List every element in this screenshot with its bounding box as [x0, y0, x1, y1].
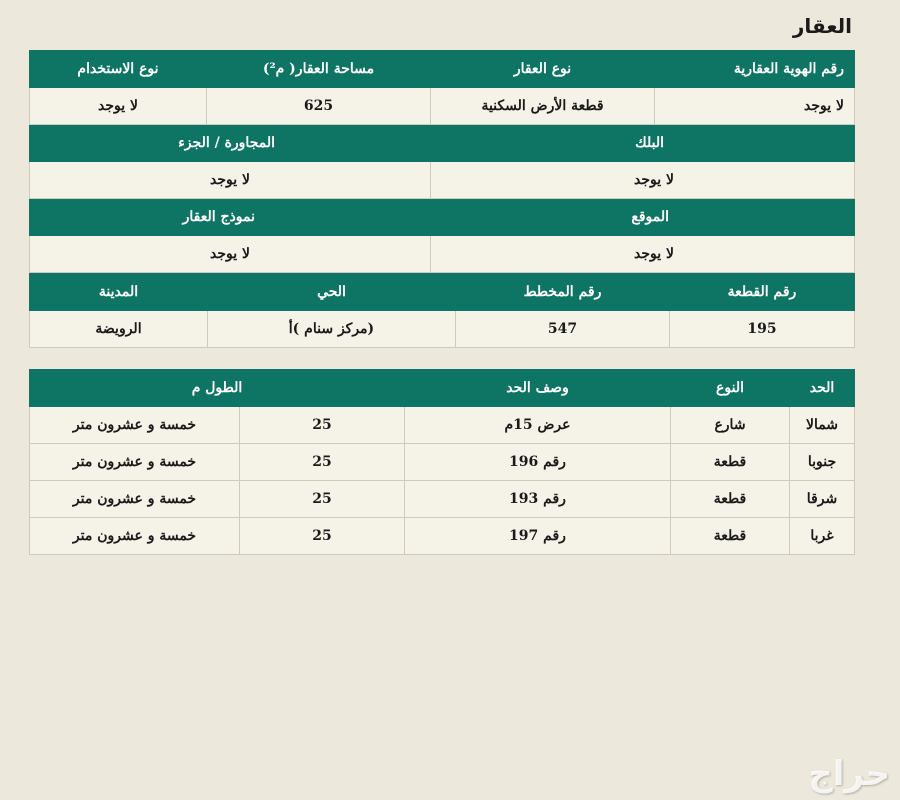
property-model-value: لا يوجد — [30, 236, 431, 273]
table-header-row — [30, 125, 855, 162]
real-estate-id-value: لا يوجد — [655, 88, 855, 125]
property-area-value: 625 — [207, 88, 431, 125]
boundary-description: رقم 196 — [405, 444, 671, 481]
table-row — [30, 311, 855, 348]
boundary-type-header: النوع — [671, 370, 790, 407]
boundary-length: 25 — [240, 407, 405, 444]
boundary-name: جنوبا — [790, 444, 855, 481]
boundary-length-text: خمسة و عشرون متر — [30, 518, 240, 555]
city-value: الرويضة — [30, 311, 208, 348]
district-header: الحي — [208, 274, 456, 311]
district-value: (مركز سنام )أ — [208, 311, 456, 348]
location-value: لا يوجد — [431, 236, 855, 273]
plot-number-value: 195 — [670, 311, 855, 348]
property-type-value: قطعة الأرض السكنية — [431, 88, 655, 125]
table-row — [30, 518, 855, 555]
usage-type-header: نوع الاستخدام — [30, 51, 207, 88]
boundary-type: شارع — [671, 407, 790, 444]
city-header: المدينة — [30, 274, 208, 311]
boundary-description: رقم 197 — [405, 518, 671, 555]
boundary-name: شرقا — [790, 481, 855, 518]
boundary-description: رقم 193 — [405, 481, 671, 518]
boundary-type: قطعة — [671, 518, 790, 555]
neighborhood-part-value: لا يوجد — [30, 162, 431, 199]
table-header-row — [30, 199, 855, 236]
boundary-length-text: خمسة و عشرون متر — [30, 407, 240, 444]
page-title: العقار — [792, 14, 852, 38]
plan-number-header: رقم المخطط — [456, 274, 670, 311]
boundary-type: قطعة — [671, 481, 790, 518]
boundary-name: شمالا — [790, 407, 855, 444]
boundary-header: الحد — [790, 370, 855, 407]
boundary-length: 25 — [240, 518, 405, 555]
table-header-row — [30, 274, 855, 311]
property-model-header: نموذج العقار — [30, 199, 431, 236]
usage-type-value: لا يوجد — [30, 88, 207, 125]
property-info-table — [29, 50, 855, 273]
location-header: الموقع — [431, 199, 855, 236]
plan-number-value: 547 — [456, 311, 670, 348]
boundary-description-header: وصف الحد — [405, 370, 671, 407]
boundary-type: قطعة — [671, 444, 790, 481]
table-row — [30, 236, 855, 273]
property-type-header: نوع العقار — [431, 51, 655, 88]
table-header-row — [30, 51, 855, 88]
plot-info-table — [29, 273, 855, 348]
boundary-length-header: الطول م — [30, 370, 405, 407]
table-row — [30, 481, 855, 518]
haraj-watermark-logo: حراج — [808, 754, 890, 794]
table-row — [30, 162, 855, 199]
table-row — [30, 88, 855, 125]
table-row — [30, 444, 855, 481]
boundaries-table — [29, 369, 855, 555]
real-estate-id-header: رقم الهوية العقارية — [655, 51, 855, 88]
boundary-length-text: خمسة و عشرون متر — [30, 444, 240, 481]
boundary-description: عرض 15م — [405, 407, 671, 444]
boundary-length: 25 — [240, 481, 405, 518]
boundary-length: 25 — [240, 444, 405, 481]
table-row — [30, 407, 855, 444]
table-header-row — [30, 370, 855, 407]
plot-number-header: رقم القطعة — [670, 274, 855, 311]
boundary-length-text: خمسة و عشرون متر — [30, 481, 240, 518]
boundary-name: غربا — [790, 518, 855, 555]
property-area-header: مساحة العقار( م²) — [207, 51, 431, 88]
block-value: لا يوجد — [431, 162, 855, 199]
neighborhood-part-header: المجاورة / الجزء — [30, 125, 431, 162]
block-header: البلك — [431, 125, 855, 162]
